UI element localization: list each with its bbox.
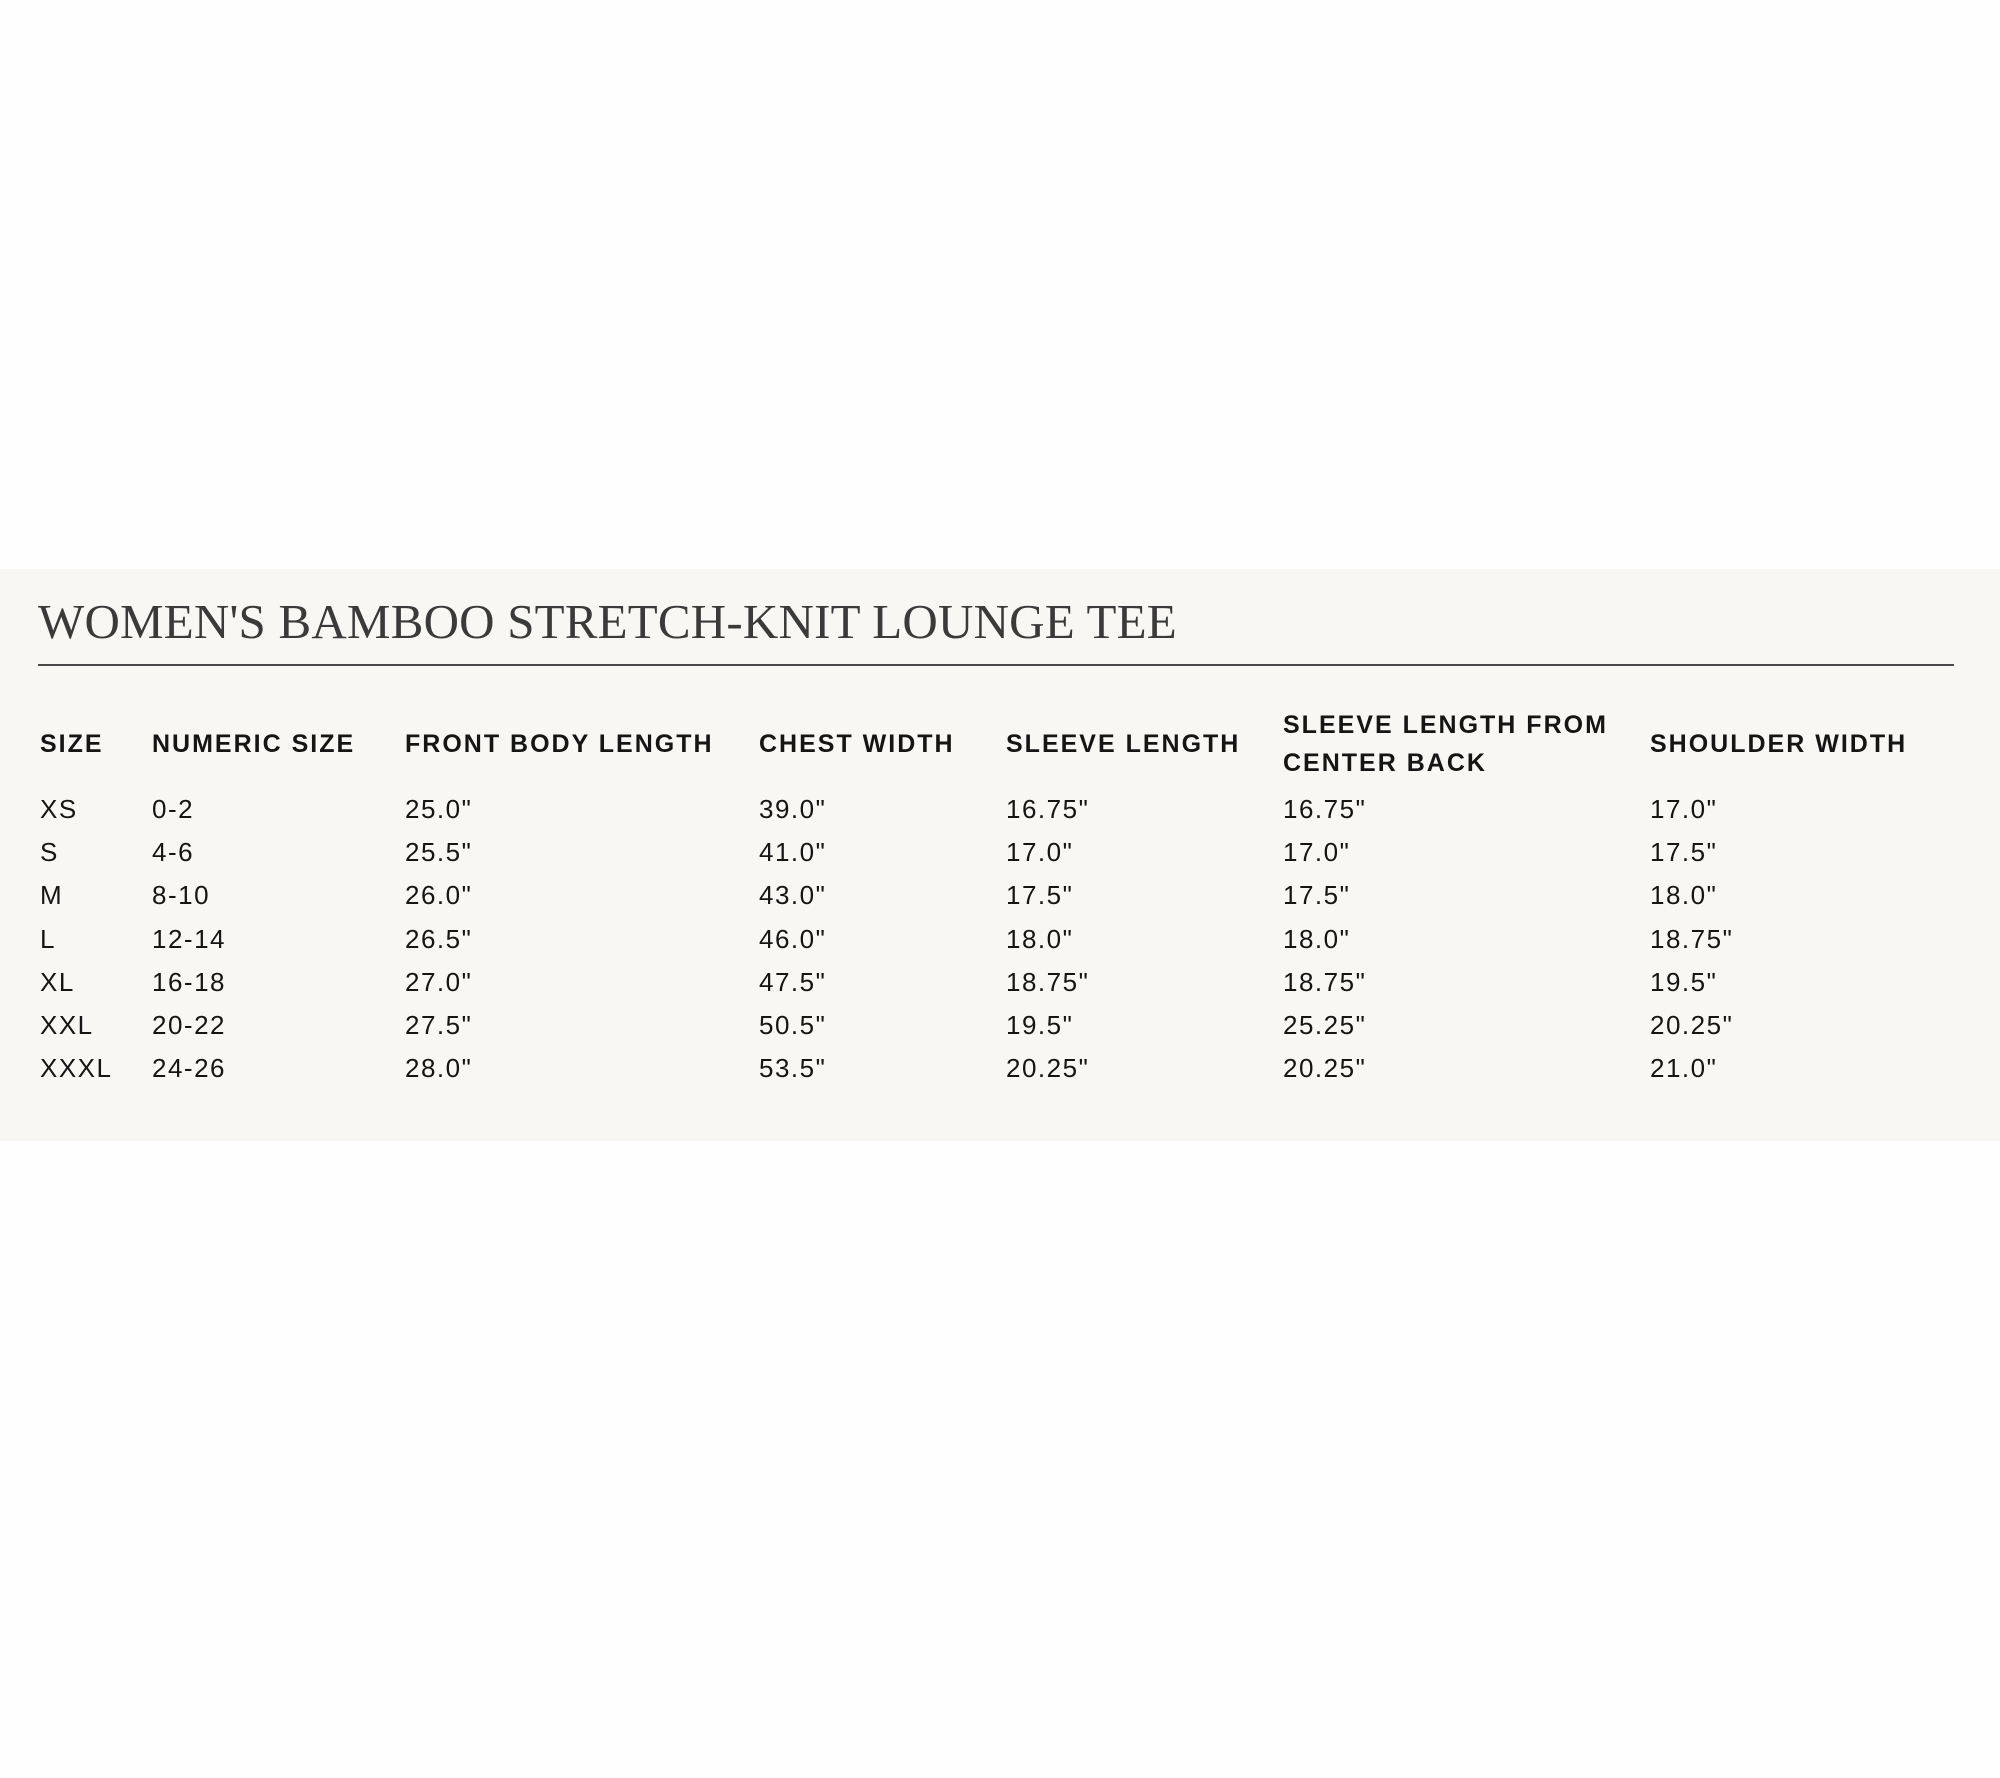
- cell-chest-width: 50.5": [759, 1010, 827, 1041]
- cell-numeric-size: 12-14: [152, 923, 226, 954]
- table-row: [0, 1047, 2000, 1090]
- table-row: [0, 874, 2000, 917]
- cell-shoulder-width: 20.25": [1650, 1010, 1734, 1041]
- cell-shoulder-width: 17.5": [1650, 837, 1718, 868]
- column-header-sleeve-length: SLEEVE LENGTH: [1006, 730, 1241, 758]
- cell-sleeve-length-center-back: 25.25": [1283, 1010, 1367, 1041]
- cell-front-body-length: 28.0": [405, 1053, 473, 1084]
- cell-shoulder-width: 21.0": [1650, 1053, 1718, 1084]
- table-row: [0, 961, 2000, 1004]
- cell-front-body-length: 25.5": [405, 837, 473, 868]
- cell-numeric-size: 20-22: [152, 1010, 226, 1041]
- cell-sleeve-length: 20.25": [1006, 1053, 1090, 1084]
- cell-sleeve-length: 16.75": [1006, 794, 1090, 825]
- cell-chest-width: 47.5": [759, 966, 827, 997]
- column-header-shoulder-width: SHOULDER WIDTH: [1650, 730, 1908, 758]
- size-chart-table: [0, 700, 2000, 1090]
- column-header-numeric-size: NUMERIC SIZE: [152, 730, 356, 758]
- cell-size: XL: [40, 966, 75, 997]
- column-header-size: SIZE: [40, 730, 104, 758]
- column-header-sleeve-length-center-back: SLEEVE LENGTH FROM CENTER BACK: [1283, 711, 1608, 777]
- cell-shoulder-width: 18.0": [1650, 880, 1718, 911]
- cell-size: XXL: [40, 1010, 94, 1041]
- table-row: [0, 831, 2000, 874]
- cell-numeric-size: 4-6: [152, 837, 195, 868]
- cell-size: M: [40, 880, 64, 911]
- cell-front-body-length: 27.0": [405, 966, 473, 997]
- cell-size: XXXL: [40, 1053, 113, 1084]
- cell-front-body-length: 25.0": [405, 794, 473, 825]
- cell-sleeve-length-center-back: 17.0": [1283, 837, 1351, 868]
- cell-chest-width: 53.5": [759, 1053, 827, 1084]
- cell-chest-width: 46.0": [759, 923, 827, 954]
- cell-shoulder-width: 19.5": [1650, 966, 1718, 997]
- cell-size: L: [40, 923, 56, 954]
- column-header-front-body-length: FRONT BODY LENGTH: [405, 730, 714, 758]
- cell-numeric-size: 24-26: [152, 1053, 226, 1084]
- cell-sleeve-length: 18.0": [1006, 923, 1074, 954]
- cell-front-body-length: 26.0": [405, 880, 473, 911]
- table-row: [0, 1004, 2000, 1047]
- cell-sleeve-length-center-back: 18.0": [1283, 923, 1351, 954]
- cell-sleeve-length: 19.5": [1006, 1010, 1074, 1041]
- cell-numeric-size: 8-10: [152, 880, 211, 911]
- table-row: [0, 788, 2000, 831]
- cell-front-body-length: 26.5": [405, 923, 473, 954]
- cell-numeric-size: 0-2: [152, 794, 195, 825]
- cell-shoulder-width: 17.0": [1650, 794, 1718, 825]
- cell-sleeve-length-center-back: 16.75": [1283, 794, 1367, 825]
- cell-size: S: [40, 837, 59, 868]
- cell-sleeve-length: 17.5": [1006, 880, 1074, 911]
- cell-sleeve-length: 18.75": [1006, 966, 1090, 997]
- cell-chest-width: 43.0": [759, 880, 827, 911]
- cell-sleeve-length-center-back: 18.75": [1283, 966, 1367, 997]
- cell-sleeve-length: 17.0": [1006, 837, 1074, 868]
- column-header-chest-width: CHEST WIDTH: [759, 730, 955, 758]
- title-divider: [38, 664, 1954, 666]
- cell-front-body-length: 27.5": [405, 1010, 473, 1041]
- cell-shoulder-width: 18.75": [1650, 923, 1734, 954]
- cell-numeric-size: 16-18: [152, 966, 226, 997]
- size-chart-title: WOMEN'S BAMBOO STRETCH-KNIT LOUNGE TEE: [38, 594, 1177, 649]
- table-row: [0, 918, 2000, 961]
- cell-sleeve-length-center-back: 20.25": [1283, 1053, 1367, 1084]
- cell-size: XS: [40, 794, 78, 825]
- cell-chest-width: 39.0": [759, 794, 827, 825]
- cell-chest-width: 41.0": [759, 837, 827, 868]
- cell-sleeve-length-center-back: 17.5": [1283, 880, 1351, 911]
- table-header-row: [0, 700, 2000, 788]
